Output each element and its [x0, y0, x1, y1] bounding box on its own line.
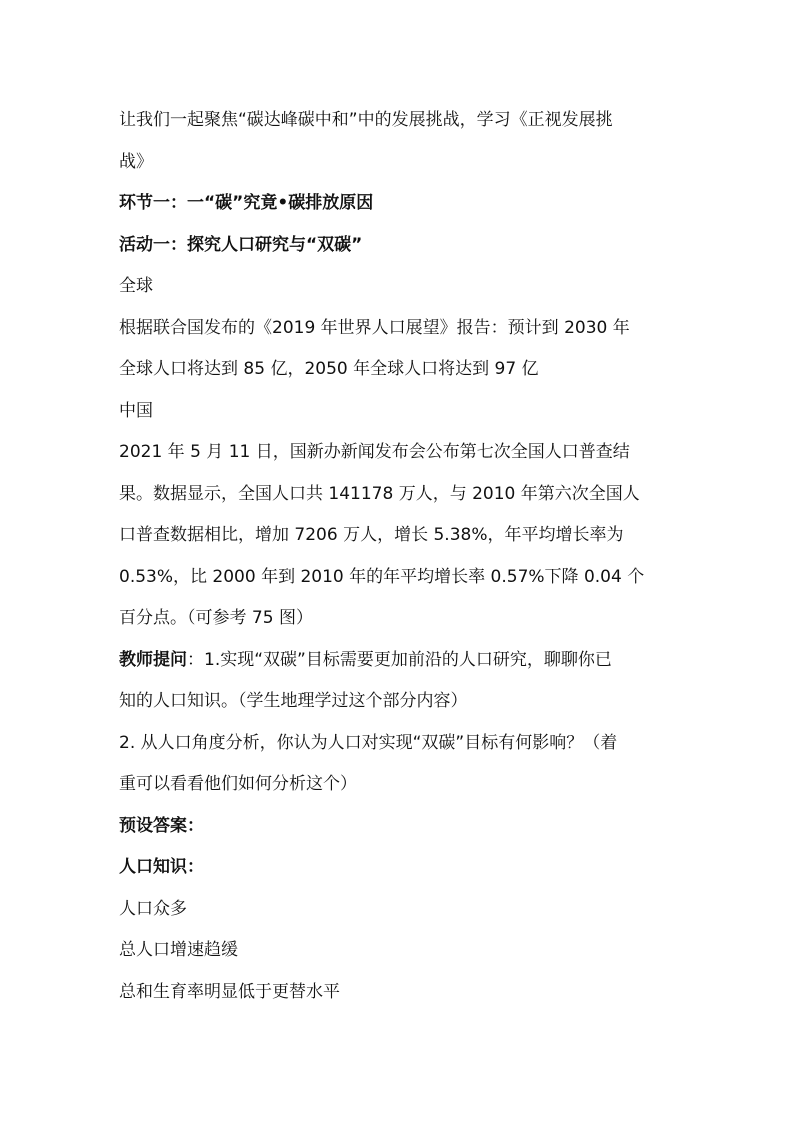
- china-text-line-5: 百分点。（可参考 75 图）: [119, 608, 313, 628]
- knowledge-item: 总和生育率明显低于更替水平: [119, 981, 340, 1002]
- document-body: [119, 100, 679, 1013]
- china-text-line-2: 果。数据显示，全国人口共 141178 万人，与 2010 年第六次全国人: [119, 483, 640, 504]
- question-2-line-2: 重可以看看他们如何分析这个）: [119, 774, 357, 794]
- teacher-question-line-1: [119, 640, 679, 682]
- question-2-line-1: 2. 从人口角度分析，你认为人口对实现“双碳”目标有何影响？（着: [119, 732, 618, 753]
- china-label: 中国: [119, 400, 153, 421]
- china-text-line-3: 口普查数据相比，增加 7206 万人，增长 5.38%，年平均增长率为: [119, 525, 624, 545]
- knowledge-item: 人口众多: [119, 898, 187, 919]
- intro-line-1: 让我们一起聚焦“碳达峰碳中和”中的发展挑战，学习《正视发展挑: [119, 110, 613, 130]
- section-heading: 环节一：一“碳”究竟•碳排放原因: [119, 193, 374, 213]
- china-text-line-4: 0.53%，比 2000 年到 2010 年的年平均增长率 0.57%下降 0.04 个: [119, 566, 645, 587]
- teacher-question-line-2: 知的人口知识。（学生地理学过这个部分内容）: [119, 691, 468, 711]
- teacher-question-text: ：1.实现“双碳”目标需要更加前沿的人口研究，聊聊你已: [187, 649, 612, 670]
- activity-heading: 活动一：探究人口研究与“双碳”: [119, 234, 363, 255]
- global-label: 全球: [119, 276, 153, 296]
- china-text-line-1: 2021 年 5 月 11 日，国新办新闻发布会公布第七次全国人口普查结: [119, 442, 630, 462]
- global-text-line-1: 根据联合国发布的《2019 年世界人口展望》报告：预计到 2030 年: [119, 317, 630, 338]
- global-text-line-2: 全球人口将达到 85 亿，2050 年全球人口将达到 97 亿: [119, 359, 539, 379]
- knowledge-item: 总人口增速趋缓: [119, 940, 238, 960]
- preset-answer-heading: 预设答案：: [119, 815, 204, 836]
- intro-line-2: 战》: [119, 151, 153, 172]
- teacher-question-label: 教师提问: [119, 649, 187, 670]
- population-knowledge-heading: 人口知识：: [119, 857, 204, 877]
